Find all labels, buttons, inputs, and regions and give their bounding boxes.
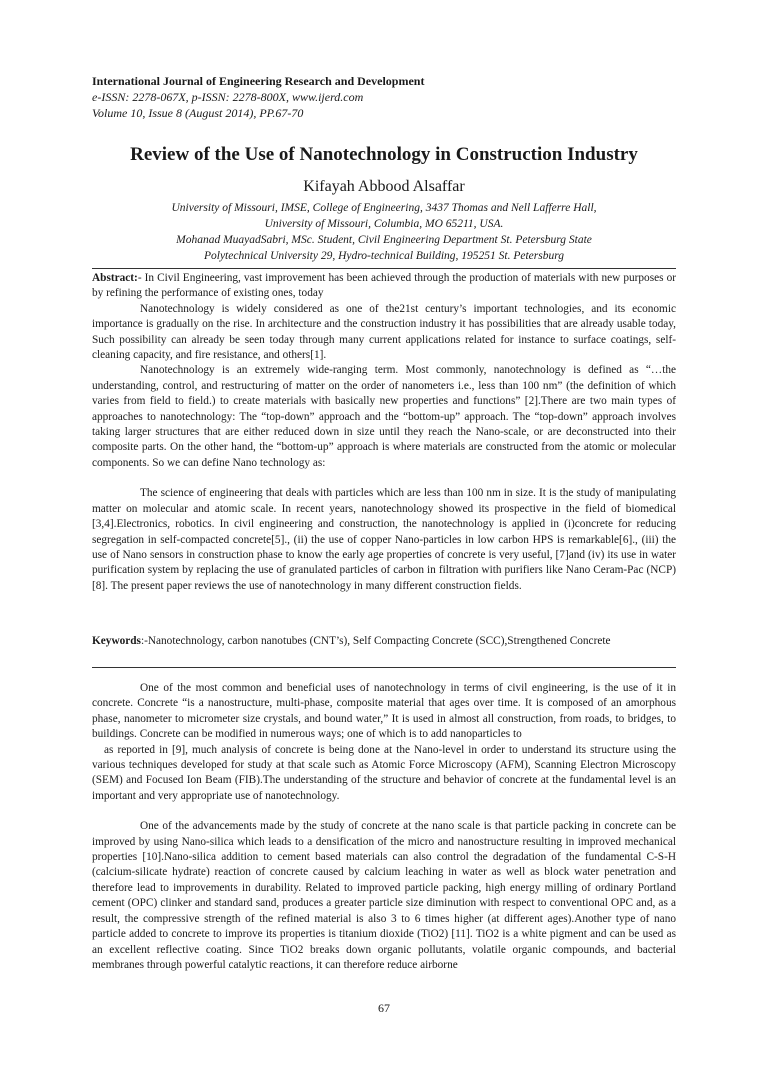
author-affiliations bbox=[92, 200, 676, 264]
journal-issn: e-ISSN: 2278-067X, p-ISSN: 2278-800X, www.ijerd.com bbox=[92, 90, 364, 104]
body-paragraph: One of the advancements made by the study of concrete at the nano scale is that particle packing in concrete can be improved by using Nano-silica which leads to a densification of the micro and nanostructure resulting in improved mechanical properties [10].Nano-silica addition to cement based materials can also control the degradation of the fundamental C-S-H (calcium-silicate hydrate) reaction of concrete caused by calcium leaching in water as well as block water penetration and therefore lead to improvements in durability. Related to improved particle packing, high energy milling of ordinary Portland cement (OPC) clinker and standard sand, produces a greater particle size diminution with respect to conventional OPC and, as a result, the compressive strength of the refined material is also 3 to 6 times higher (at different ages).Another type of nano particle added to concrete to improve its properties is titanium dioxide (TiO2) [11]. TiO2 is a white pigment and can be used as an excellent reflective coating. Since TiO2 breaks down organic pollutants, volatile organic compounds, and bacterial membranes through powerful catalytic reactions, it can therefore reduce airborne bbox=[92, 820, 676, 971]
keywords-label: Keywords bbox=[92, 635, 141, 647]
abstract-top-rule bbox=[92, 268, 676, 269]
keywords-bottom-rule bbox=[92, 667, 676, 668]
keywords-paragraph bbox=[92, 634, 676, 649]
affiliation-line: University of Missouri, Columbia, MO 65211, USA. bbox=[264, 218, 504, 230]
affiliation-line: Polytechnical University 29, Hydro-technical Building, 195251 St. Petersburg bbox=[203, 250, 565, 262]
keywords-text: :-Nanotechnology, carbon nanotubes (CNT’s), Self Compacting Concrete (SCC),Strengthened Concrete bbox=[140, 635, 611, 647]
affiliation-line: University of Missouri, IMSE, College of Engineering, 3437 Thomas and Nell Lafferre Hall, bbox=[171, 202, 597, 214]
page-number: 67 bbox=[378, 1001, 390, 1015]
journal-header bbox=[92, 73, 424, 121]
body-paragraph: One of the most common and beneficial uses of nanotechnology in terms of civil engineering, is the use of it in concrete. Concrete “is a nanostructure, multi-phase, composite material that ages over time. It is composed of an amorphous phase, nanometer to micrometer size crystals, and bound water,” It is used in almost all construction, from roads, to bridges, to buildings. Concrete can be modified in numerous ways; one of which is to add nanoparticles to bbox=[92, 682, 676, 741]
abstract-paragraph: Nanotechnology is an extremely wide-ranging term. Most commonly, nanotechnology is defined as “…the understanding, control, and restructuring of matter on the order of nanometers i.e., less than 100 nm” (the definition of which varies from field to field.) to create materials with basically new properties and functions” [2].There are two main types of approaches to nanotechnology: The “top-down” approach and the “bottom-up” approach. The “top-down” approach involves taking larger structures that are either reduced down in size until they reach the Nano-scale, or are deconstructed into their composite parts. On the other hand, the “bottom-up” approach is where materials are constructed from the atomic or molecular components. So we can define Nano technology as: bbox=[92, 364, 676, 469]
abstract-paragraph: Abstract:- In Civil Engineering, vast improvement has been achieved through the production of materials with new purposes or by refining the performance of existing ones, today bbox=[92, 272, 676, 300]
journal-volume: Volume 10, Issue 8 (August 2014), PP.67-70 bbox=[92, 106, 304, 120]
introduction-section bbox=[92, 681, 676, 973]
abstract-paragraph: The science of engineering that deals with particles which are less than 100 nm in size. It is the study of manipulating matter on molecular and atomic scale. In recent years, nanotechnology showed its prospective in the field of biomedical [3,4].Electronics, robotics. In civil engineering and construction, the nanotechnology is applied in (i)concrete for reducing segregation in self-compacted concrete[5]., (ii) the use of copper Nano-particles in low carbon HPS is remarkable[6]., (iii) the use of Nano sensors in construction phase to know the early age properties of concrete is very useful, [7]and (iv) its use in water purification system by replacing the use of granulated particles of carbon in filtration with purifiers like Nano Ceram-Pac (NCP) [8]. The present paper reviews the use of nanotechnology in many different construction fields. bbox=[92, 487, 676, 592]
paper-title: Review of the Use of Nanotechnology in Construction Industry bbox=[130, 144, 638, 165]
journal-name: International Journal of Engineering Research and Development bbox=[92, 74, 425, 88]
paper-author: Kifayah Abbood Alsaffar bbox=[303, 178, 465, 195]
abstract-label: Abstract: bbox=[92, 272, 138, 284]
abstract-paragraph: Nanotechnology is widely considered as one of the21st century’s important technologies, and its economic importance is gradually on the rise. In architecture and the construction industry it has possibilities that are already usable today, Such possibility can already be seen today through many current applications related for instance to surface coatings, self-cleaning capacity, and fire resistance, and others[1]. bbox=[92, 302, 676, 362]
affiliation-line: Mohanad MuayadSabri, MSc. Student, Civil Engineering Department St. Petersburg State bbox=[176, 234, 592, 246]
abstract-section bbox=[92, 271, 676, 594]
keywords-section bbox=[92, 634, 676, 649]
body-paragraph: as reported in [9], much analysis of concrete is being done at the Nano-level in order to understand its structure using the various techniques developed for study at that scale such as Atomic Force Microscopy (AFM), Scanning Electron Microscopy (SEM) and Focused Ion Beam (FIB).The understanding of the structure and behavior of concrete at the fundamental level is an important and very appropriate use of nanotechnology. bbox=[92, 743, 676, 802]
